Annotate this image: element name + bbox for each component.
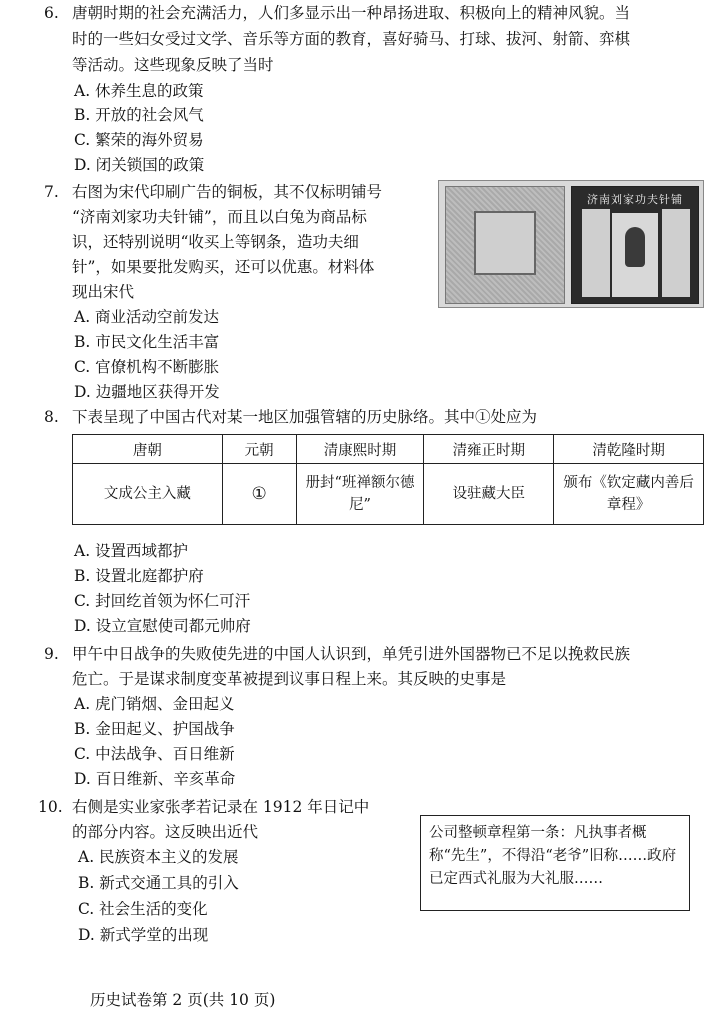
q6-stem-line-1: 唐朝时期的社会充满活力，人们多显示出一种昂扬进取、积极向上的精神风貌。当 xyxy=(72,4,631,22)
q7-stem-line-1: 右图为宋代印刷广告的铜板，其不仅标明铺号 xyxy=(72,183,383,201)
table-cell-kangxi: 册封“班禅额尔德尼” xyxy=(296,464,424,525)
copper-plate-image xyxy=(438,180,704,308)
q6-option-d: D. 闭关锁国的政策 xyxy=(74,156,205,174)
q9-option-d: D. 百日维新、辛亥革命 xyxy=(74,770,236,788)
table-header-kangxi: 清康熙时期 xyxy=(296,435,424,464)
q7-number: 7. xyxy=(44,183,59,201)
white-rabbit-icon xyxy=(625,227,645,267)
table-header-yuan: 元朝 xyxy=(222,435,296,464)
q10-number: 10. xyxy=(38,798,63,816)
q7-stem-line-4: 针”，如果要批发购买，还可以优惠。材料体 xyxy=(72,258,375,276)
q10-option-a: A. 民族资本主义的发展 xyxy=(78,848,239,866)
table-cell-tang: 文成公主入藏 xyxy=(73,464,223,525)
q8-option-c: C. 封回纥首领为怀仁可汗 xyxy=(74,592,251,610)
q9-option-c: C. 中法战争、百日维新 xyxy=(74,745,235,763)
q7-option-d: D. 边疆地区获得开发 xyxy=(74,383,220,401)
q9-stem-line-2: 危亡。于是谋求制度变革被提到议事日程上来。其反映的史事是 xyxy=(72,670,507,688)
q8-option-b: B. 设置北庭都护府 xyxy=(74,567,204,585)
table-header-yongzheng: 清雍正时期 xyxy=(424,435,554,464)
q7-option-c: C. 官僚机构不断膨胀 xyxy=(74,358,220,376)
table-cell-yuan: ① xyxy=(222,464,296,525)
q8-option-d: D. 设立宣慰使司都元帅府 xyxy=(74,617,251,635)
table-cell-yongzheng: 设驻藏大臣 xyxy=(424,464,554,525)
q10-option-b: B. 新式交通工具的引入 xyxy=(78,874,239,892)
copper-plate-print xyxy=(571,186,699,304)
q9-number: 9. xyxy=(44,645,59,663)
q6-option-a: A. 休养生息的政策 xyxy=(74,82,204,100)
q8-stem: 下表呈现了中国古代对某一地区加强管辖的历史脉络。其中①处应为 xyxy=(72,408,538,426)
q10-stem-line-2: 的部分内容。这反映出近代 xyxy=(72,823,259,841)
q9-option-b: B. 金田起义、护国战争 xyxy=(74,720,235,738)
q7-stem-line-5: 现出宋代 xyxy=(72,283,135,301)
q10-option-d: D. 新式学堂的出现 xyxy=(78,926,209,944)
q8-option-a: A. 设置西域都护 xyxy=(74,542,189,560)
q8-table xyxy=(72,434,704,525)
table-header-qianlong: 清乾隆时期 xyxy=(554,435,704,464)
plate-title: 济南刘家功夫针铺 xyxy=(587,193,683,206)
q7-option-a: A. 商业活动空前发达 xyxy=(74,308,220,326)
q6-stem-line-2: 时的一些妇女受过文学、音乐等方面的教育，喜好骑马、打球、拔河、射箭、弈棋 xyxy=(72,30,631,48)
q6-option-c: C. 繁荣的海外贸易 xyxy=(74,131,204,149)
page-footer: 历史试卷第 2 页(共 10 页) xyxy=(90,991,276,1009)
q8-number: 8. xyxy=(44,408,59,426)
q10-option-c: C. 社会生活的变化 xyxy=(78,900,208,918)
q7-stem-line-3: 识，还特别说明“收买上等钢条，造功夫细 xyxy=(72,233,359,251)
q10-diary-excerpt-box: 公司整顿章程第一条：凡执事者概称“先生”，不得沿“老爷”旧称……政府已定西式礼服为大礼服…… xyxy=(420,815,690,911)
table-cell-qianlong: 颁布《钦定藏内善后章程》 xyxy=(554,464,704,525)
q6-option-b: B. 开放的社会风气 xyxy=(74,106,204,124)
q7-stem-line-2: “济南刘家功夫针铺”，而且以白兔为商品标 xyxy=(72,208,367,226)
table-header-tang: 唐朝 xyxy=(73,435,223,464)
q9-option-a: A. 虎门销烟、金田起义 xyxy=(74,695,235,713)
q6-number: 6. xyxy=(44,4,59,22)
q7-option-b: B. 市民文化生活丰富 xyxy=(74,333,220,351)
q6-stem-line-3: 等活动。这些现象反映了当时 xyxy=(72,56,274,74)
q9-stem-line-1: 甲午中日战争的失败使先进的中国人认识到，单凭引进外国器物已不足以挽救民族 xyxy=(72,645,631,663)
q10-stem-line-1: 右侧是实业家张孝若记录在 1912 年日记中 xyxy=(72,798,370,816)
copper-plate-front xyxy=(445,186,565,304)
